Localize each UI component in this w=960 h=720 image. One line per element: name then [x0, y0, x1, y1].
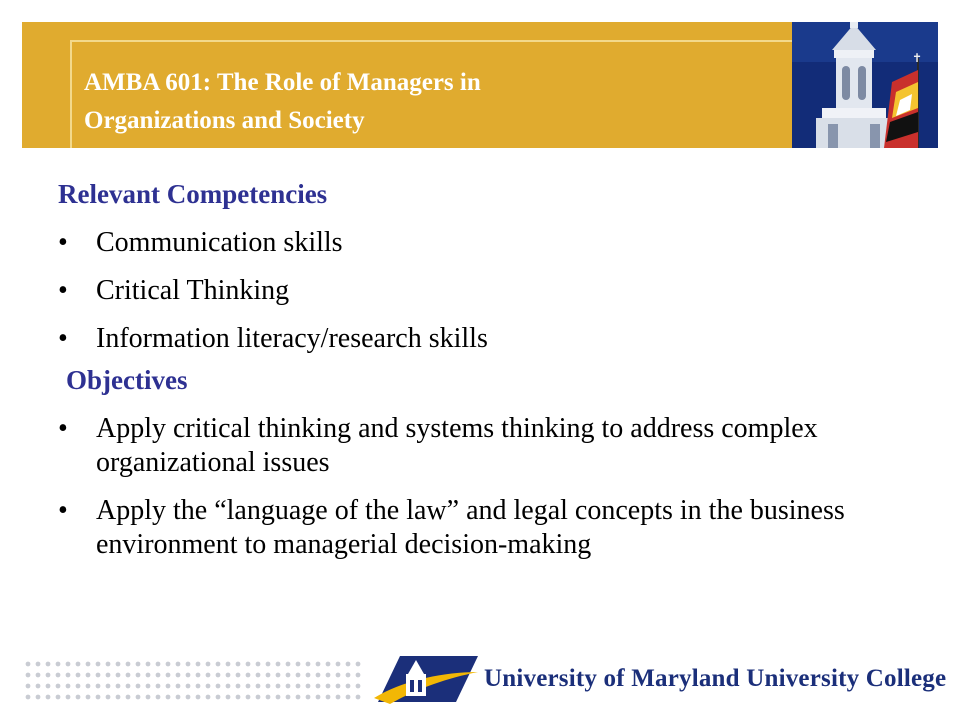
list-item-text: Communication skills	[96, 227, 343, 258]
competencies-list	[58, 226, 928, 356]
cupola-flag-photo	[792, 22, 938, 148]
list-item-text: Information literacy/research skills	[96, 323, 488, 354]
slide-title-line-1: AMBA 601: The Role of Managers in	[84, 69, 481, 96]
list-item	[58, 412, 928, 480]
objectives-heading: Objectives	[66, 365, 188, 395]
bullet-icon: •	[58, 413, 68, 444]
list-item-text: Apply the “language of the law” and legal concepts in the business environment to managerial decision-making	[96, 495, 845, 560]
list-item-text: Apply critical thinking and systems thinking to address complex organizational issues	[96, 413, 818, 478]
bullet-icon: •	[58, 227, 68, 258]
cupola-illustration	[792, 22, 938, 148]
slide-title-line-2: Organizations and Society	[84, 107, 365, 134]
bullet-icon: •	[58, 495, 68, 526]
list-item	[58, 494, 928, 562]
list-item-text: Critical Thinking	[96, 275, 290, 306]
list-item	[58, 322, 928, 356]
list-item	[58, 226, 928, 260]
svg-text:✝: ✝	[912, 51, 923, 65]
slide-title	[84, 64, 724, 140]
competencies-heading: Relevant Competencies	[58, 179, 328, 209]
university-logo-text: University of Maryland University College	[484, 665, 947, 692]
bullet-icon: •	[58, 275, 68, 306]
bullet-icon: •	[58, 323, 68, 354]
slide-body	[58, 176, 928, 562]
list-item	[58, 274, 928, 308]
decorative-dot-grid	[24, 660, 364, 704]
objectives-list	[58, 412, 928, 562]
umuc-emblem-icon	[370, 652, 480, 708]
